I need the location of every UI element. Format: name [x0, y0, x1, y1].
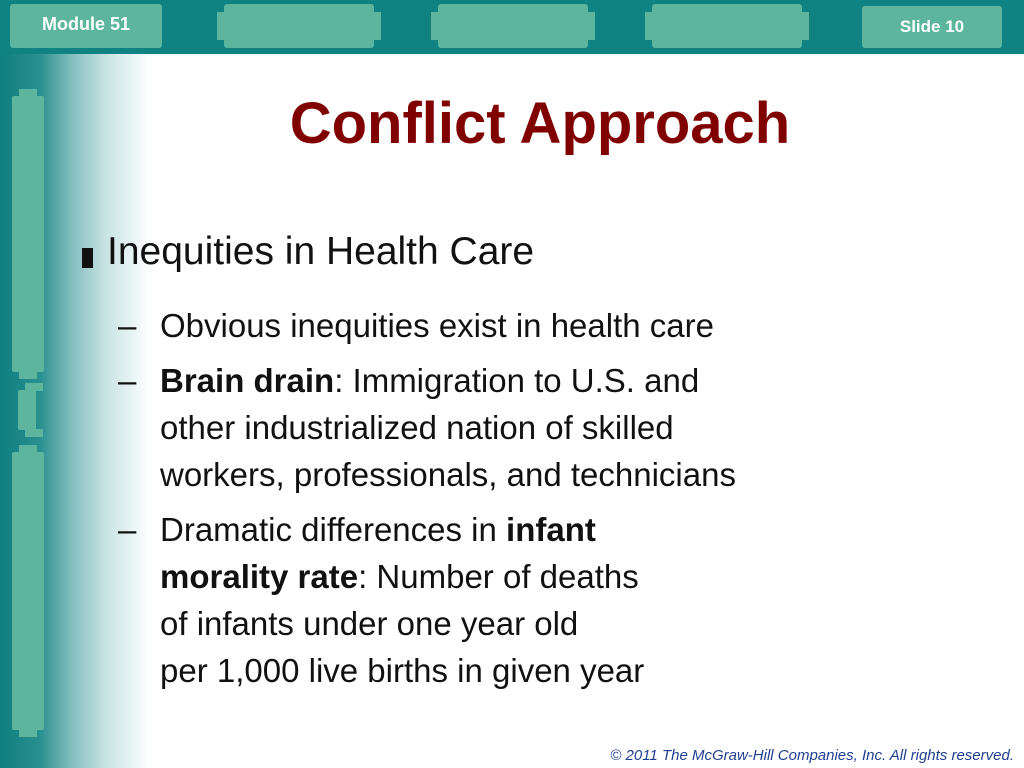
dash-marker: –: [118, 511, 137, 548]
dash-marker: –: [118, 362, 137, 399]
sub-bullet-text: Brain drain: Immigration to U.S. and other industrialized nation of skilled workers, professionals, and technicians: [160, 362, 736, 493]
left-decorative-tab: [12, 96, 44, 372]
sub-bullet: [118, 506, 878, 694]
term-infant: infant: [506, 511, 596, 548]
sub-bullet: [118, 302, 878, 349]
sub-bullet: [118, 357, 878, 498]
sub-bullet-text: Obvious inequities exist in health care: [160, 307, 714, 344]
term-brain-drain: Brain drain: [160, 362, 335, 399]
sub-bullet-text: Dramatic differences in infant morality rate: Number of deaths of infants under one year old per 1,000 live births in given year: [160, 511, 645, 689]
dash-marker: –: [118, 307, 137, 344]
copyright-notice: © 2011 The McGraw-Hill Companies, Inc. All rights reserved.: [610, 747, 1014, 764]
term-morality-rate: morality rate: [160, 558, 359, 595]
top-decorative-tab: [652, 4, 802, 48]
sub-bullet-list: [118, 302, 878, 702]
main-bullet: [82, 226, 534, 278]
left-decorative-tab: [18, 390, 36, 430]
main-bullet-text: Inequities in Health Care: [107, 230, 535, 273]
slide-title: Conflict Approach: [289, 91, 791, 156]
slide-number-label: Slide 10: [862, 6, 1002, 48]
left-decorative-tab: [12, 452, 44, 730]
bullet-marker: [82, 248, 93, 268]
top-decorative-tab: [438, 4, 588, 48]
module-label: Module 51: [10, 4, 162, 48]
top-decorative-tab: [224, 4, 374, 48]
